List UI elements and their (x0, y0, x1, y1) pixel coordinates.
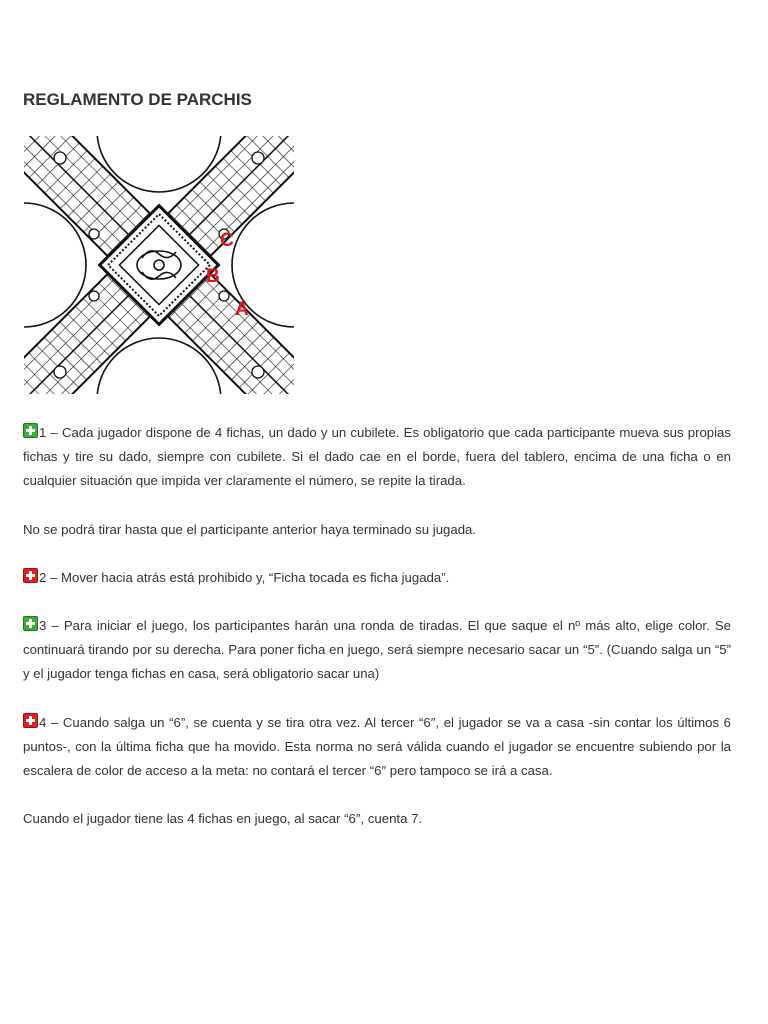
rule-4 (23, 711, 731, 784)
rule-1-note (23, 518, 731, 542)
red-plus-icon (23, 568, 38, 583)
rule-2 (23, 566, 731, 590)
rule-1-note-text: No se podrá tirar hasta que el participante anterior haya terminado su jugada. (23, 521, 477, 537)
board-label-b: B (206, 266, 220, 287)
rule-3-text: 3 – Para iniciar el juego, los participantes harán una ronda de tiradas. El que saque el nº más alto, elige color. Se continuará tirando por su derecha. Para poner ficha en juego, será siempre necesario sacar un “5”. (Cuando salga un “5” y el jugador tenga fichas en casa, será obligatorio sacar una) (23, 618, 731, 682)
rule-4-note-text: Cuando el jugador tiene las 4 fichas en juego, al sacar “6″, cuenta 7. (23, 811, 423, 827)
rules-text (23, 421, 731, 855)
green-plus-icon (23, 616, 38, 631)
rule-3 (23, 614, 731, 687)
red-plus-icon (23, 713, 38, 728)
parchis-board-image (24, 136, 294, 394)
rule-4-text: 4 – Cuando salga un “6”, se cuenta y se tira otra vez. Al tercer “6″, el jugador se va a casa -sin contar los últimos 6 puntos-, con la última ficha que ha movido. Esta norma no será válida cuando el jugador se encuentre subiendo por la escalera de color de acceso a la meta: no contará el tercer “6″ pero tampoco se irá a casa. (23, 714, 731, 779)
rule-1-text: 1 – Cada jugador dispone de 4 fichas, un dado y un cubilete. Es obligatorio que cada participante mueva sus propias fichas y tire su dado, siempre con cubilete. Si el dado cae en el borde, fuera del tablero, encima de una ficha o en cualquier situación que impida ver claramente el número, se repite la tirada. (23, 425, 731, 489)
green-plus-icon (23, 423, 38, 438)
rule-4-note (23, 807, 731, 831)
page-title: REGLAMENTO DE PARCHIS (23, 90, 252, 109)
board-label-c: C (220, 230, 234, 251)
rule-2-text: 2 – Mover hacia atrás está prohibido y, “Ficha tocada es ficha jugada”. (39, 569, 450, 585)
rule-1 (23, 421, 731, 494)
board-label-a: A (235, 299, 249, 320)
